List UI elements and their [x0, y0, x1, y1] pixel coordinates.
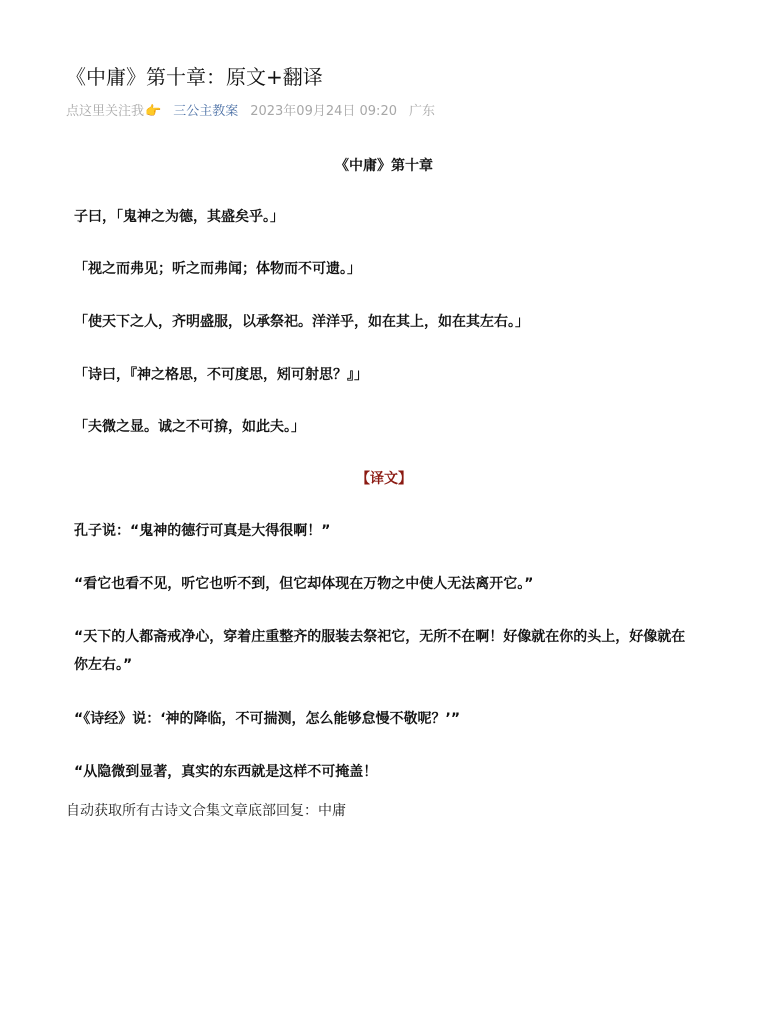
publish-region: 广东 [408, 104, 435, 119]
follow-link[interactable]: 点这里关注我 [66, 104, 145, 119]
original-line: 子曰，「鬼神之为德，其盛矣乎。」 [74, 209, 284, 225]
article-title: 《中庸》第十章：原文+翻译 [66, 65, 323, 89]
translation-line: “《诗经》说：‘神的降临，不可揣测，怎么能够怠慢不敬呢？’” [74, 711, 461, 727]
original-line: 「诗曰，『神之格思，不可度思，矧可射思？』」 [74, 367, 368, 383]
author-link[interactable]: 三公主教案 [173, 104, 239, 119]
publish-date: 2023年09月24日 09:20 [250, 104, 397, 119]
translation-heading: 【译文】 [356, 471, 412, 487]
pointing-hand-icon: 👉 [145, 104, 162, 119]
footer-note: 自动获取所有古诗文合集文章底部回复：中庸 [66, 803, 346, 819]
translation-line: “天下的人都斋戒净心，穿着庄重整齐的服装去祭祀它，无所不在啊！好像就在你的头上，好像就在你左右。” [74, 629, 686, 673]
translation-line: “看它也看不见，听它也听不到，但它却体现在万物之中使人无法离开它。” [74, 576, 534, 592]
article-meta [66, 103, 435, 121]
original-line: 「使天下之人，齐明盛服，以承祭祀。洋洋乎，如在其上，如在其左右。」 [74, 314, 529, 330]
translation-line: 孔子说：“鬼神的德行可真是大得很啊！” [74, 523, 331, 539]
original-line: 「夫微之显。诚之不可揜，如此夫。」 [74, 419, 305, 435]
translation-line: “从隐微到显著，真实的东西就是这样不可掩盖！ [74, 764, 378, 780]
original-heading: 《中庸》第十章 [335, 158, 433, 174]
original-line: 「视之而弗见；听之而弗闻；体物而不可遗。」 [74, 261, 361, 277]
